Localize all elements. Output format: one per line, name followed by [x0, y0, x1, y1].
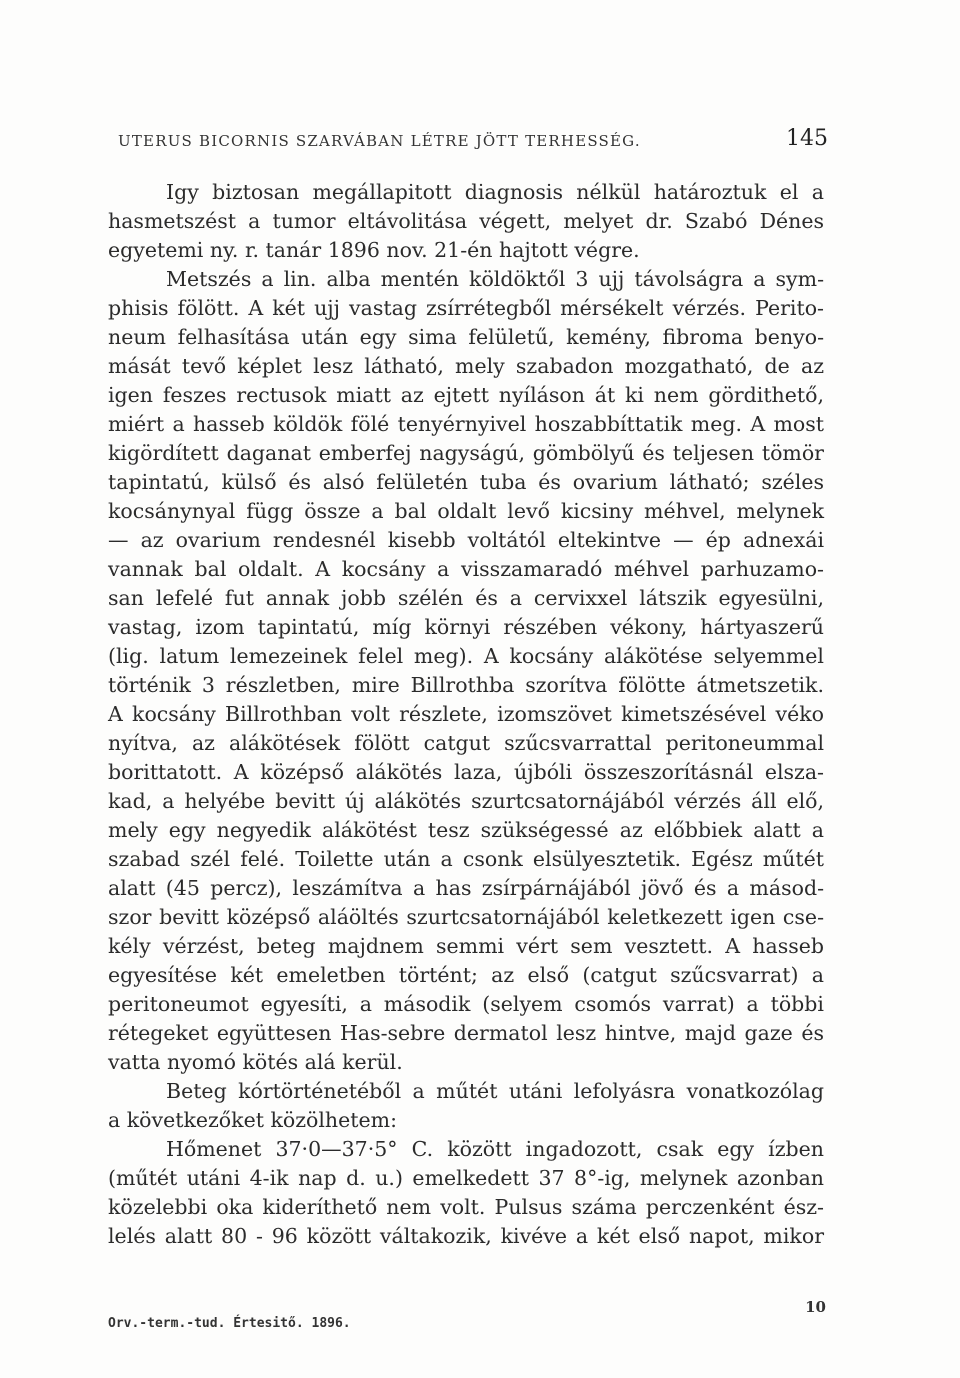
- text-line: kocsánynyal függ össze a bal oldalt levő kicsiny méhvel, melynek: [108, 499, 824, 523]
- text-line: történik 3 részletben, mire Billrothba szorítva fölötte átmetszetik.: [108, 673, 824, 697]
- text-line: — az ovarium rendesnél kisebb voltától eltekintve — ép adnexái: [108, 528, 824, 552]
- text-line: kigördített daganat emberfej nagyságú, gömbölyű és teljesen tömör: [108, 441, 824, 465]
- text-line: egyetemi ny. r. tanár 1896 nov. 21-én hajtott végre.: [108, 238, 640, 262]
- text-line: phisis fölött. A két ujj vastag zsírrétegből mérsékelt vérzés. Perito-: [108, 296, 824, 320]
- text-line: vatta nyomó kötés alá kerül.: [108, 1050, 403, 1074]
- text-line: kély vérzést, beteg majdnem semmi vért sem vesztett. A hasseb: [108, 934, 824, 958]
- text-line: rétegeket együttesen Has-sebre dermatol lesz hintve, majd gaze és: [108, 1021, 824, 1045]
- signature-number: 10: [805, 1298, 826, 1316]
- page-footer: [108, 1298, 826, 1338]
- text-line: kad, a helyébe bevitt új alákötés szurtcsatornájából vérzés áll elő,: [108, 789, 824, 813]
- text-line: alatt (45 percz), leszámítva a has zsírpárnájából jövő és a másod-: [108, 876, 824, 900]
- footer-journal-title: Orv.-term.-tud. Értesitő. 1896.: [108, 1316, 351, 1331]
- text-line: szabad szél felé. Toilette után a csonk elsülyesztetik. Egész műtét: [108, 847, 824, 871]
- body-text: [108, 178, 824, 1251]
- text-line: a következőket közölhetem:: [108, 1108, 397, 1132]
- page-number: 145: [786, 126, 828, 151]
- text-line: san lefelé fut annak jobb szélén és a cervixxel látszik egyesülni,: [108, 586, 824, 610]
- text-line: közelebbi oka kideríthető nem volt. Pulsus száma perczenként ész-: [108, 1195, 824, 1219]
- text-line: lelés alatt 80 - 96 között váltakozik, kivéve a két első napot, mikor: [108, 1224, 824, 1248]
- text-line: peritoneumot egyesíti, a második (selyem csomós varrat) a többi: [108, 992, 824, 1016]
- text-line: borittatott. A középső alákötés laza, újbóli összeszorításnál elsza-: [108, 760, 824, 784]
- running-head: UTERUS BICORNIS SZARVÁBAN LÉTRE JÖTT TERHESSÉG.: [118, 132, 641, 150]
- text-line: szor bevitt középső aláöltés szurtcsatornájából keletkezett igen cse-: [108, 905, 824, 929]
- text-line: A kocsány Billrothban volt részlete, izomszövet kimetszésével véko: [108, 702, 824, 726]
- text-line: neum felhasítása után egy sima felületű, kemény, fibroma benyo-: [108, 325, 824, 349]
- text-line: hasmetszést a tumor eltávolitása végett, melyet dr. Szabó Dénes: [108, 209, 824, 233]
- text-line: nyítva, az alákötések fölött catgut szűcsvarrattal peritoneummal: [108, 731, 824, 755]
- text-line: vannak bal oldalt. A kocsány a visszamaradó méhvel parhuzamo-: [108, 557, 824, 581]
- text-line: miért a hasseb köldök fölé tenyérnyivel hoszabbíttatik meg. A most: [108, 412, 824, 436]
- text-line: (lig. latum lemezeinek felel meg). A kocsány alákötése selyemmel: [108, 644, 824, 668]
- text-line: Metszés a lin. alba mentén köldöktől 3 ujj távolságra a sym-: [166, 267, 824, 291]
- text-line: Hőmenet 37·0—37·5° C. között ingadozott, csak egy ízben: [166, 1137, 824, 1161]
- text-line: mását tevő képlet lesz látható, mely szabadon mozgatható, de az: [108, 354, 824, 378]
- text-line: tapintatú, külső és alsó felületén tuba és ovarium látható; széles: [108, 470, 824, 494]
- text-line: mely egy negyedik alákötést tesz szükségessé az előbbiek alatt a: [108, 818, 824, 842]
- text-line: Beteg kórtörténetéből a műtét utáni lefolyásra vonatkozólag: [166, 1079, 824, 1103]
- text-line: (műtét utáni 4-ik nap d. u.) emelkedett 37 8°-ig, melynek azonban: [108, 1166, 824, 1190]
- text-line: vastag, izom tapintatú, míg környi részében vékony, hártyaszerű: [108, 615, 824, 639]
- page-header: [118, 126, 828, 160]
- text-line: igen feszes rectusok miatt az ejtett nyíláson át ki nem gördithető,: [108, 383, 824, 407]
- text-line: Igy biztosan megállapitott diagnosis nélkül határoztuk el a: [166, 180, 824, 204]
- text-line: egyesítése két emeletben történt; az első (catgut szűcsvarrat) a: [108, 963, 824, 987]
